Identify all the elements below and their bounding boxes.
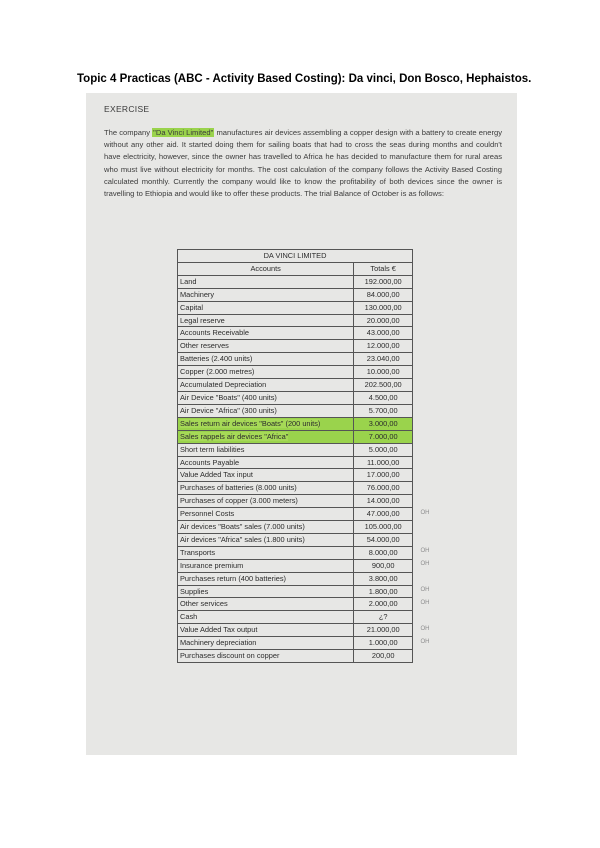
total-cell: 23.040,00	[354, 353, 413, 366]
table-row	[178, 585, 413, 598]
margin-mark: OH	[420, 509, 430, 516]
col-header-accounts: Accounts	[178, 262, 354, 275]
total-cell: ¿?	[354, 611, 413, 624]
table-row	[178, 533, 413, 546]
account-name: Sales return air devices "Boats" (200 units)	[180, 418, 321, 428]
table-row	[178, 430, 413, 443]
total-cell: 5.000,00	[354, 443, 413, 456]
account-name: Purchases return (400 batteries)	[180, 573, 286, 583]
total-cell: 20.000,00	[354, 314, 413, 327]
table-row	[178, 546, 413, 559]
account-name: Short term liabilities	[180, 444, 245, 454]
total-cell: 202.500,00	[354, 379, 413, 392]
margin-mark: OH	[420, 638, 430, 645]
account-name: Purchases of copper (3.000 meters)	[180, 496, 298, 506]
total-cell: 900,00	[354, 559, 413, 572]
table-row	[178, 443, 413, 456]
account-cell	[178, 340, 354, 353]
margin-mark: OH	[420, 561, 430, 568]
account-cell	[178, 327, 354, 340]
account-cell	[178, 650, 354, 663]
account-cell	[178, 611, 354, 624]
account-cell	[178, 495, 354, 508]
account-cell	[178, 314, 354, 327]
table-row	[178, 366, 413, 379]
account-cell	[178, 288, 354, 301]
table-row	[178, 275, 413, 288]
table-body	[178, 275, 413, 662]
total-cell: 4.500,00	[354, 391, 413, 404]
total-cell: 10.000,00	[354, 366, 413, 379]
table-row	[178, 650, 413, 663]
table-row	[178, 508, 413, 521]
account-cell	[178, 456, 354, 469]
total-cell: 7.000,00	[354, 430, 413, 443]
account-name: Air Device "Africa" (300 units)	[180, 405, 277, 415]
company-name-highlight: "Da Vinci Limited"	[153, 128, 214, 137]
total-cell: 192.000,00	[354, 275, 413, 288]
total-cell: 8.000,00	[354, 546, 413, 559]
margin-mark: OH	[420, 548, 430, 555]
total-cell: 3.000,00	[354, 417, 413, 430]
account-name: Machinery	[180, 289, 215, 299]
total-cell: 130.000,00	[354, 301, 413, 314]
account-cell	[178, 533, 354, 546]
account-cell	[178, 379, 354, 392]
account-name: Capital	[180, 302, 204, 312]
table-row	[178, 521, 413, 534]
account-name: Accounts Receivable	[180, 328, 250, 338]
table-row	[178, 637, 413, 650]
account-cell	[178, 624, 354, 637]
account-name: Accumulated Depreciation	[180, 380, 267, 390]
table-row	[178, 391, 413, 404]
total-cell: 47.000,00	[354, 508, 413, 521]
total-cell: 3.800,00	[354, 572, 413, 585]
account-name: Sales rappels air devices "Africa"	[180, 431, 289, 441]
total-cell: 105.000,00	[354, 521, 413, 534]
table-row	[178, 611, 413, 624]
total-cell: 17.000,00	[354, 469, 413, 482]
total-cell: 2.000,00	[354, 598, 413, 611]
account-cell	[178, 404, 354, 417]
account-cell	[178, 572, 354, 585]
table-row	[178, 624, 413, 637]
table-row	[178, 379, 413, 392]
account-name: Other reserves	[180, 341, 229, 351]
total-cell: 1.000,00	[354, 637, 413, 650]
account-cell	[178, 353, 354, 366]
table-row	[178, 456, 413, 469]
total-cell: 5.700,00	[354, 404, 413, 417]
total-cell: 1.800,00	[354, 585, 413, 598]
table-row	[178, 327, 413, 340]
total-cell: 54.000,00	[354, 533, 413, 546]
account-name: Air devices "Boats" sales (7.000 units)	[180, 522, 305, 532]
total-cell: 43.000,00	[354, 327, 413, 340]
account-name: Legal reserve	[180, 315, 225, 325]
margin-mark: OH	[420, 625, 430, 632]
trial-balance-table	[177, 249, 413, 663]
account-name: Cash	[180, 612, 198, 622]
table-row	[178, 340, 413, 353]
account-name: Personnel Costs	[180, 509, 235, 519]
total-cell: 21.000,00	[354, 624, 413, 637]
account-name: Insurance premium	[180, 560, 244, 570]
exercise-heading: EXERCISE	[104, 104, 150, 114]
account-name: Air devices "Africa" sales (1.800 units)	[180, 534, 305, 544]
account-cell	[178, 417, 354, 430]
account-name: Value Added Tax output	[180, 625, 258, 635]
table-row	[178, 417, 413, 430]
table-row	[178, 598, 413, 611]
account-name: Accounts Payable	[180, 457, 240, 467]
account-cell	[178, 443, 354, 456]
total-cell: 200,00	[354, 650, 413, 663]
table-title: DA VINCI LIMITED	[178, 250, 413, 263]
account-name: Machinery depreciation	[180, 638, 257, 648]
account-name: Copper (2.000 metres)	[180, 367, 255, 377]
exercise-intro	[104, 127, 502, 200]
account-cell	[178, 508, 354, 521]
account-cell	[178, 366, 354, 379]
account-cell	[178, 469, 354, 482]
table-row	[178, 495, 413, 508]
account-cell	[178, 482, 354, 495]
total-cell: 84.000,00	[354, 288, 413, 301]
total-cell: 76.000,00	[354, 482, 413, 495]
table-row	[178, 572, 413, 585]
total-cell: 12.000,00	[354, 340, 413, 353]
account-name: Land	[180, 276, 197, 286]
table-row	[178, 469, 413, 482]
total-cell: 14.000,00	[354, 495, 413, 508]
table-row	[178, 301, 413, 314]
table-row	[178, 482, 413, 495]
account-cell	[178, 598, 354, 611]
account-name: Purchases discount on copper	[180, 651, 280, 661]
intro-after: manufactures air devices assembling a copper design with a battery to create energy without any other aid. It started doing them for sailing boats that had to cross the seas during months and couldn't have electricity, however, since the owner has travelled to Africa he has decided to manufacture them for rural areas who must live without electricity for months. The cost calculation of the company follows the Activity Based Costing calculated monthly. Currently the company would like to know the profitability of both devices since the owner is travelling to Ethiopia and would like to offer these products. The trial Balance of October is as follows:	[104, 128, 502, 199]
account-name: Value Added Tax input	[180, 470, 253, 480]
table-row	[178, 353, 413, 366]
margin-mark: OH	[420, 599, 430, 606]
margin-mark: OH	[420, 587, 430, 594]
account-cell	[178, 559, 354, 572]
account-name: Batteries (2.400 units)	[180, 354, 253, 364]
account-name: Other services	[180, 599, 228, 609]
table-row	[178, 404, 413, 417]
account-cell	[178, 430, 354, 443]
scanned-exercise-page	[86, 93, 517, 755]
account-name: Purchases of batteries (8.000 units)	[180, 483, 297, 493]
account-name: Air Device "Boats" (400 units)	[180, 392, 277, 402]
table-row	[178, 314, 413, 327]
table-row	[178, 288, 413, 301]
intro-before: The company	[104, 128, 153, 137]
document-title: Topic 4 Practicas (ABC - Activity Based Costing): Da vinci, Don Bosco, Hephaistos.	[77, 73, 532, 85]
account-cell	[178, 391, 354, 404]
account-cell	[178, 637, 354, 650]
account-cell	[178, 521, 354, 534]
total-cell: 11.000,00	[354, 456, 413, 469]
account-name: Supplies	[180, 586, 209, 596]
account-cell	[178, 585, 354, 598]
account-cell	[178, 275, 354, 288]
table-row	[178, 559, 413, 572]
col-header-totals: Totals €	[354, 262, 413, 275]
account-cell	[178, 546, 354, 559]
account-cell	[178, 301, 354, 314]
account-name: Transports	[180, 547, 216, 557]
